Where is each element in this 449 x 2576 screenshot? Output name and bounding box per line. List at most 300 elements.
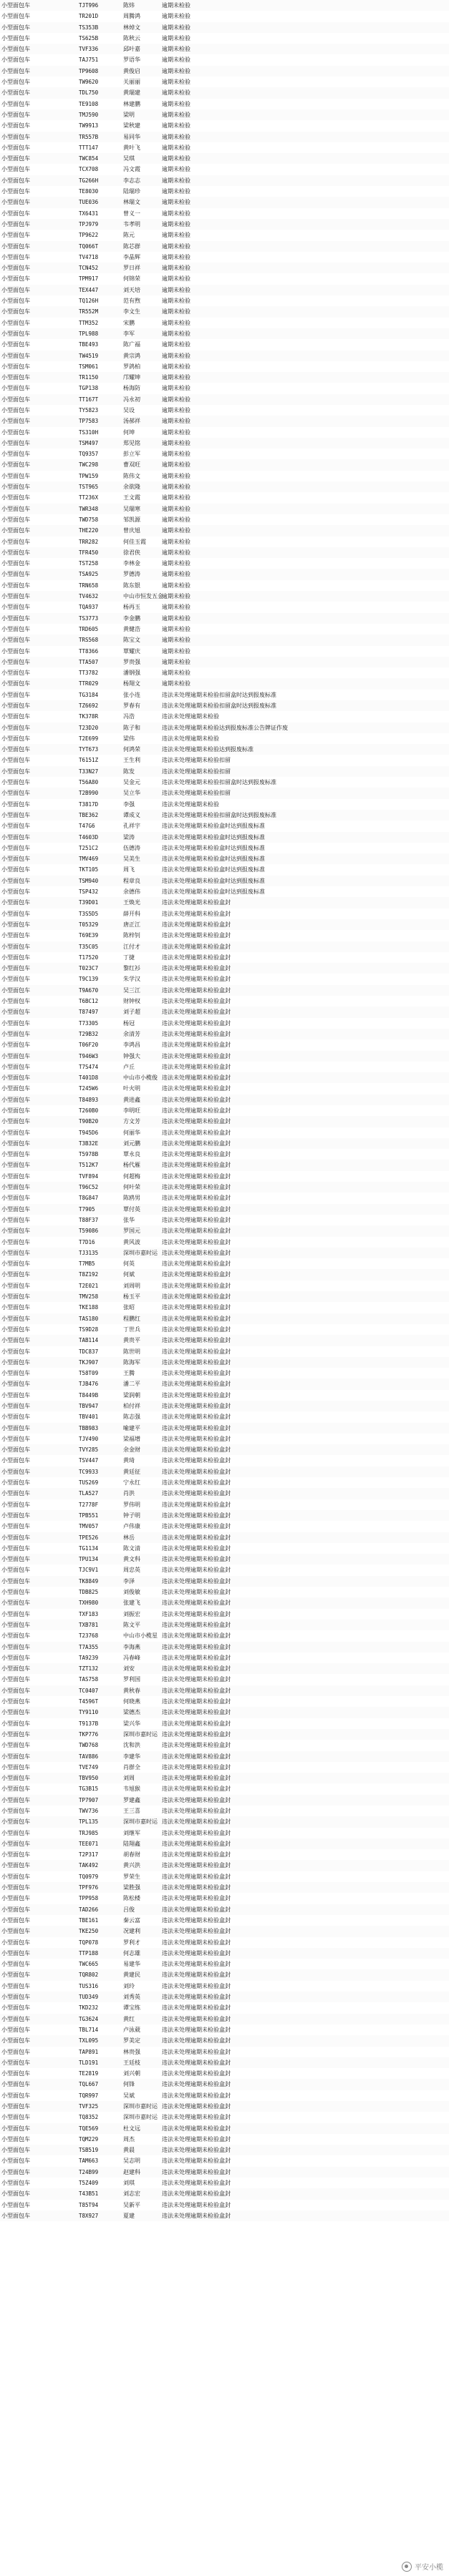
table-row [0, 514, 449, 525]
owner-cell: 吴琪 [123, 155, 135, 162]
status-cell: 违法未处理逾期未检验扣留盒时达到报废标准 [162, 811, 276, 818]
owner-cell: 曾庆旭 [123, 527, 140, 534]
table-row [0, 1937, 449, 1948]
plate-cell: TP9622 [79, 232, 99, 239]
owner-cell: 肖群全 [123, 1763, 140, 1771]
vehicle-type-cell: 小型面包车 [1, 856, 30, 863]
owner-cell: 黄俊启 [123, 67, 140, 74]
status-cell: 逾期未检验 [162, 637, 190, 644]
vehicle-type-cell: 小型面包车 [1, 122, 30, 129]
table-row [0, 2035, 449, 2046]
plate-cell: TJB476 [79, 1381, 99, 1388]
owner-cell: 曹双旺 [123, 461, 140, 469]
plate-cell: TUS316 [79, 1982, 99, 1989]
owner-cell: 宁永红 [123, 1479, 140, 1487]
owner-cell: 梁明 [123, 111, 135, 118]
vehicle-type-cell: 小型面包车 [1, 625, 30, 632]
plate-cell: T512K7 [79, 1162, 99, 1169]
status-cell: 违法未处理逾期未检验盒封 [162, 1468, 231, 1475]
vehicle-type-cell: 小型面包车 [1, 2114, 30, 2121]
vehicle-type-cell: 小型面包车 [1, 265, 30, 272]
owner-cell: 杨翔文 [123, 680, 140, 687]
vehicle-type-cell: 小型面包车 [1, 1304, 30, 1311]
owner-cell: 罗国元 [123, 1228, 140, 1235]
status-cell: 违法未处理逾期未检验盒封 [162, 1238, 231, 1245]
vehicle-type-cell: 小型面包车 [1, 713, 30, 720]
vehicle-type-cell: 小型面包车 [1, 1720, 30, 1727]
vehicle-type-cell: 小型面包车 [1, 1567, 30, 1574]
vehicle-type-cell: 小型面包车 [1, 516, 30, 523]
status-cell: 违法未处理逾期未检验盒封 [162, 1446, 231, 1454]
vehicle-type-cell: 小型面包车 [1, 363, 30, 370]
status-cell: 违法未处理逾期未检验盒封 [162, 899, 231, 906]
watermark [402, 2561, 443, 2572]
table-row [0, 1072, 449, 1083]
vehicle-type-cell: 小型面包车 [1, 2158, 30, 2165]
vehicle-type-cell: 小型面包车 [1, 604, 30, 611]
status-cell: 违法未处理逾期未检验盒封 [162, 965, 231, 972]
owner-cell: 何志雄 [123, 1949, 140, 1957]
status-cell: 违法未处理逾期未检验盒封 [162, 1916, 231, 1924]
vehicle-type-cell: 小型面包车 [1, 560, 30, 567]
status-cell: 违法未处理逾期未检验盒封 [162, 1775, 231, 1782]
plate-cell: TG3624 [79, 2015, 99, 2022]
plate-cell: T2E699 [79, 735, 99, 742]
vehicle-type-cell: 小型面包车 [1, 1348, 30, 1355]
table-row [0, 700, 449, 711]
table-row [0, 919, 449, 930]
plate-cell: TG1134 [79, 1544, 99, 1552]
vehicle-type-cell: 小型面包车 [1, 298, 30, 305]
status-cell: 逾期未检验 [162, 363, 190, 370]
status-cell: 违法未处理逾期未检验盒封 [162, 1501, 231, 1508]
owner-cell: 秦云富 [123, 1916, 140, 1924]
vehicle-type-cell: 小型面包车 [1, 899, 30, 906]
vehicle-type-cell: 小型面包车 [1, 1096, 30, 1103]
plate-cell: T7D16 [79, 1238, 95, 1245]
owner-cell: 何英 [123, 1260, 135, 1268]
owner-cell: 叶火明 [123, 1085, 140, 1092]
plate-cell: TDC837 [79, 1348, 99, 1355]
vehicle-type-cell: 小型面包车 [1, 921, 30, 928]
status-cell: 违法未处理逾期未检验盒封 [162, 1118, 231, 1125]
status-cell: 违法未处理逾期未检验盒封 [162, 2168, 231, 2175]
plate-cell: TTR029 [79, 680, 99, 687]
owner-cell: 朱学汉 [123, 976, 140, 983]
table-row [0, 328, 449, 339]
owner-cell: 邱叶嘉 [123, 46, 140, 53]
table-row [0, 1751, 449, 1762]
plate-cell: TVF894 [79, 1172, 99, 1180]
table-row [0, 77, 449, 87]
vehicle-type-cell: 小型面包车 [1, 451, 30, 458]
plate-cell: TDB825 [79, 1589, 99, 1596]
table-row [0, 2134, 449, 2145]
vehicle-type-cell: 小型面包车 [1, 680, 30, 687]
plate-cell: T9A670 [79, 986, 99, 994]
table-row [0, 1554, 449, 1564]
table-row [0, 1696, 449, 1707]
owner-cell: 刘志宏 [123, 2190, 140, 2198]
vehicle-type-cell: 小型面包车 [1, 910, 30, 917]
status-cell: 违法未处理逾期未检验盒封 [162, 1862, 231, 1869]
status-cell: 违法未处理逾期未检验盒封 [162, 1544, 231, 1552]
plate-cell: TWC298 [79, 461, 99, 469]
owner-cell: 刘琪 [123, 2180, 135, 2187]
status-cell: 违法未处理逾期未检验盒封 [162, 1457, 231, 1464]
plate-cell: T4603D [79, 833, 99, 841]
status-cell: 违法未处理逾期未检验盒封 [162, 2037, 231, 2044]
plate-cell: T7A355 [79, 1643, 99, 1650]
status-cell: 逾期未检验 [162, 57, 190, 64]
table-row [0, 1007, 449, 1017]
plate-cell: TKJ907 [79, 1358, 99, 1366]
plate-cell: TUE036 [79, 199, 99, 206]
plate-cell: TUS269 [79, 1479, 99, 1487]
owner-cell: 罗日祥 [123, 265, 140, 272]
table-row [0, 1269, 449, 1280]
vehicle-type-cell: 小型面包车 [1, 1391, 30, 1399]
status-cell: 违法未处理逾期未检验盒封 [162, 1063, 231, 1070]
table-row [0, 11, 449, 21]
table-row [0, 613, 449, 624]
owner-cell: 刘子超 [123, 1009, 140, 1016]
owner-cell: 梁伟 [123, 735, 135, 742]
table-row [0, 1160, 449, 1170]
table-row [0, 930, 449, 941]
owner-cell: 余金财 [123, 1446, 140, 1454]
table-row [0, 1838, 449, 1849]
owner-cell: 黄健浩 [123, 625, 140, 632]
plate-cell: T401D8 [79, 1074, 99, 1082]
plate-cell: TKP776 [79, 1730, 99, 1738]
plate-cell: TE8030 [79, 188, 99, 195]
owner-cell: 吴金元 [123, 779, 140, 786]
table-row [0, 537, 449, 547]
owner-cell: 刘玲 [123, 1982, 135, 1989]
table-row [0, 2155, 449, 2166]
owner-cell: 陆翔鑫 [123, 1840, 140, 1847]
table-row [0, 1171, 449, 1182]
owner-cell: 刘周 [123, 1775, 135, 1782]
plate-cell: TK378R [79, 713, 99, 720]
vehicle-type-cell: 小型面包车 [1, 1129, 30, 1136]
vehicle-type-cell: 小型面包车 [1, 2135, 30, 2142]
plate-cell: T88F37 [79, 1216, 99, 1223]
status-cell: 违法未处理逾期未检验扣留盒时达到报废标准 [162, 779, 276, 786]
table-row [0, 2112, 449, 2122]
vehicle-type-cell: 小型面包车 [1, 1414, 30, 1421]
vehicle-type-cell: 小型面包车 [1, 757, 30, 764]
plate-cell: TWR348 [79, 505, 99, 512]
table-row [0, 1225, 449, 1236]
vehicle-type-cell: 小型面包车 [1, 790, 30, 797]
plate-cell: T251C2 [79, 844, 99, 851]
vehicle-type-cell: 小型面包车 [1, 702, 30, 709]
plate-cell: TBE493 [79, 341, 99, 348]
table-row [0, 624, 449, 635]
status-cell: 逾期未检验 [162, 166, 190, 173]
owner-cell: 夏建 [123, 2212, 135, 2219]
vehicle-type-cell: 小型面包车 [1, 2168, 30, 2175]
owner-cell: 何丽华 [123, 1129, 140, 1136]
owner-cell: 李金鹏 [123, 614, 140, 622]
table-row [0, 1762, 449, 1773]
owner-cell: 程章良 [123, 877, 140, 884]
table-row [0, 1444, 449, 1455]
owner-cell: 吴三江 [123, 986, 140, 994]
vehicle-type-cell: 小型面包车 [1, 986, 30, 994]
plate-cell: TAJ751 [79, 57, 99, 64]
vehicle-type-cell: 小型面包车 [1, 1972, 30, 1979]
owner-cell: 吴斌 [123, 2092, 135, 2099]
owner-cell: 杨代雁 [123, 1162, 140, 1169]
status-cell: 违法未处理逾期未检验盒封 [162, 1610, 231, 1617]
owner-cell: 何锋 [123, 2081, 135, 2088]
plate-cell: T9137B [79, 1720, 99, 1727]
table-row [0, 1499, 449, 1510]
vehicle-type-cell: 小型面包车 [1, 24, 30, 31]
plate-cell: TBV401 [79, 1414, 99, 1421]
status-cell: 逾期未检验 [162, 625, 190, 632]
vehicle-type-cell: 小型面包车 [1, 243, 30, 250]
status-cell: 违法未处理逾期未检验盒封 [162, 1763, 231, 1771]
plate-cell: TPU134 [79, 1556, 99, 1563]
plate-cell: TPF976 [79, 1884, 99, 1891]
owner-cell: 余清芳 [123, 1030, 140, 1037]
plate-cell: TV4632 [79, 593, 99, 600]
vehicle-type-cell: 小型面包车 [1, 877, 30, 884]
table-row [0, 1948, 449, 1959]
plate-cell: TP9608 [79, 67, 99, 74]
owner-cell: 陈炜 [123, 2, 135, 9]
vehicle-type-cell: 小型面包车 [1, 768, 30, 775]
table-row [0, 2200, 449, 2210]
owner-cell: 梁秋建 [123, 122, 140, 129]
status-cell: 违法未处理逾期未检验盒封 [162, 954, 231, 961]
plate-cell: TBE161 [79, 1916, 99, 1924]
owner-cell: 罗德涛 [123, 571, 140, 578]
plate-cell: TR557B [79, 133, 99, 140]
vehicle-type-cell: 小型面包车 [1, 1961, 30, 1968]
owner-cell: 周飞 [123, 866, 135, 873]
status-cell: 违法未处理逾期未检验达到报废标准公告牌证作废 [162, 724, 288, 731]
plate-cell: T5978B [79, 1151, 99, 1158]
vehicle-type-cell: 小型面包车 [1, 1490, 30, 1497]
owner-cell: 周忠英 [123, 1567, 140, 1574]
status-cell: 违法未处理逾期未检验盒封 [162, 2103, 231, 2110]
plate-cell: T8449B [79, 1391, 99, 1399]
owner-cell: 陈伟文 [123, 472, 140, 479]
status-cell: 逾期未检验 [162, 396, 190, 403]
plate-cell: TG266H [79, 177, 99, 184]
table-row [0, 438, 449, 449]
vehicle-type-cell: 小型面包车 [1, 1107, 30, 1114]
plate-cell: TST258 [79, 560, 99, 567]
vehicle-type-cell: 小型面包车 [1, 1632, 30, 1640]
status-cell: 违法未处理逾期未检验盒封 [162, 1676, 231, 1683]
plate-cell: TWC665 [79, 1961, 99, 1968]
plate-cell: TXL095 [79, 2037, 99, 2044]
owner-cell: 况建利 [123, 1928, 140, 1935]
table-row [0, 547, 449, 558]
status-cell: 违法未处理逾期未检验盒封 [162, 1403, 231, 1409]
status-cell: 违法未处理逾期未检验扣留 [162, 768, 231, 775]
table-row [0, 1411, 449, 1422]
plate-cell: TRN658 [79, 582, 99, 589]
plate-cell: TV4718 [79, 253, 99, 260]
table-row [0, 351, 449, 361]
owner-cell: 丁捷 [123, 954, 135, 961]
plate-cell: TRJ985 [79, 1829, 99, 1836]
owner-cell: 何锦荣 [123, 275, 140, 283]
table-row [0, 1313, 449, 1324]
vehicle-type-cell: 小型面包车 [1, 1523, 30, 1530]
table-row [0, 1532, 449, 1543]
plate-cell: TQ8352 [79, 2114, 99, 2121]
vehicle-type-cell: 小型面包车 [1, 1074, 30, 1082]
table-row [0, 492, 449, 503]
vehicle-type-cell: 小型面包车 [1, 13, 30, 20]
table-row [0, 1116, 449, 1127]
owner-cell: 何叶荣 [123, 1184, 140, 1191]
owner-cell: 陈秋云 [123, 34, 140, 41]
plate-cell: TQE569 [79, 2125, 99, 2132]
table-row [0, 1674, 449, 1685]
plate-cell: TWD768 [79, 1742, 99, 1749]
table-row [0, 1423, 449, 1434]
status-cell: 违法未处理逾期未检验盒封 [162, 986, 231, 994]
status-cell: 违法未处理逾期未检验盒封 [162, 1939, 231, 1946]
owner-cell: 张华 [123, 1216, 135, 1223]
table-row [0, 1806, 449, 1816]
vehicle-type-cell: 小型面包车 [1, 1151, 30, 1158]
table-row [0, 569, 449, 579]
vehicle-type-cell: 小型面包车 [1, 199, 30, 206]
vehicle-type-cell: 小型面包车 [1, 2212, 30, 2219]
wechat-icon [402, 2562, 412, 2572]
table-row [0, 646, 449, 657]
vehicle-type-cell: 小型面包车 [1, 779, 30, 786]
owner-cell: 李海燕 [123, 1643, 140, 1650]
table-row [0, 788, 449, 798]
status-cell: 逾期未检验 [162, 308, 190, 315]
owner-cell: 江付才 [123, 943, 140, 950]
status-cell: 违法未处理逾期未检验 [162, 800, 219, 808]
status-cell: 违法未处理逾期未检验盒封 [162, 1895, 231, 1902]
vehicle-type-cell: 小型面包车 [1, 2048, 30, 2055]
plate-cell: T946W3 [79, 1052, 99, 1059]
table-row [0, 864, 449, 875]
table-row [0, 33, 449, 44]
table-row [0, 1324, 449, 1335]
status-cell: 逾期未检验 [162, 516, 190, 523]
vehicle-type-cell: 小型面包车 [1, 1184, 30, 1191]
vehicle-type-cell: 小型面包车 [1, 484, 30, 491]
table-row [0, 66, 449, 77]
vehicle-type-cell: 小型面包车 [1, 1009, 30, 1016]
table-row [0, 2014, 449, 2024]
status-cell: 违法未处理逾期未检验盒封 [162, 1654, 231, 1661]
vehicle-type-cell: 小型面包车 [1, 308, 30, 315]
table-row [0, 2167, 449, 2178]
status-cell: 逾期未检验 [162, 549, 190, 556]
table-row [0, 481, 449, 492]
status-cell: 逾期未检验 [162, 177, 190, 184]
owner-cell: 胡春财 [123, 1851, 140, 1858]
owner-cell: 陈发 [123, 768, 135, 775]
owner-cell: 谭宝练 [123, 2004, 140, 2012]
status-cell: 逾期未检验 [162, 220, 190, 227]
owner-cell: 李军 [123, 330, 135, 337]
table-row [0, 1871, 449, 1882]
vehicle-type-cell: 小型面包车 [1, 571, 30, 578]
vehicle-type-cell: 小型面包车 [1, 89, 30, 97]
table-row [0, 0, 449, 11]
status-cell: 逾期未检验 [162, 571, 190, 578]
table-row [0, 1477, 449, 1488]
owner-cell: 薛开科 [123, 910, 140, 917]
plate-cell: TJV490 [79, 1435, 99, 1442]
status-cell: 违法未处理逾期未检验盒封 [162, 1807, 231, 1814]
owner-cell: 杜文远 [123, 2125, 140, 2132]
owner-cell: 曾义一 [123, 210, 140, 217]
owner-cell: 陈芯群 [123, 243, 140, 250]
owner-cell: 李林金 [123, 560, 140, 567]
status-cell: 逾期未检验 [162, 67, 190, 74]
owner-cell: 刘元鹏 [123, 1140, 140, 1147]
table-row [0, 87, 449, 98]
owner-cell: 宋鹏 [123, 319, 135, 326]
status-cell: 违法未处理逾期未检验盒封 [162, 910, 231, 917]
plate-cell: TTA507 [79, 658, 99, 665]
plate-cell: T24B99 [79, 2168, 99, 2175]
table-row [0, 2057, 449, 2068]
status-cell: 违法未处理逾期未检验盒封 [162, 1391, 231, 1399]
table-row [0, 1926, 449, 1936]
vehicle-type-cell: 小型面包车 [1, 833, 30, 841]
owner-cell: 陈文清 [123, 1544, 140, 1552]
owner-cell: 刘俊敏 [123, 1589, 140, 1596]
vehicle-type-cell: 小型面包车 [1, 275, 30, 283]
owner-cell: 吴立华 [123, 790, 140, 797]
plate-cell: TQ126H [79, 298, 99, 305]
plate-cell: TS9D28 [79, 1326, 99, 1333]
plate-cell: TBL714 [79, 2026, 99, 2033]
vehicle-type-cell: 小型面包车 [1, 1982, 30, 1989]
table-row [0, 1062, 449, 1072]
owner-cell: 徐君侠 [123, 549, 140, 556]
table-row [0, 635, 449, 645]
status-cell: 违法未处理逾期未检验盒封 [162, 1085, 231, 1092]
owner-cell: 何佳玉霞 [123, 538, 146, 545]
table-row [0, 690, 449, 700]
status-cell: 违法未处理逾期未检验达到报废标准 [162, 746, 254, 753]
vehicle-type-cell: 小型面包车 [1, 1534, 30, 1541]
table-row [0, 1543, 449, 1554]
status-cell: 违法未处理逾期未检验盒封 [162, 1589, 231, 1596]
table-row [0, 2101, 449, 2112]
status-cell: 逾期未检验 [162, 199, 190, 206]
plate-cell: TQ0979 [79, 1873, 99, 1880]
status-cell: 逾期未检验 [162, 100, 190, 107]
owner-cell: 陆瑞珍 [123, 188, 140, 195]
status-cell: 违法未处理逾期未检验盒封 [162, 1840, 231, 1847]
status-cell: 违法未处理逾期未检验盒封 [162, 1184, 231, 1191]
owner-cell: 周腾鸿 [123, 13, 140, 20]
owner-cell: 伍德涛 [123, 844, 140, 851]
vehicle-type-cell: 小型面包车 [1, 1195, 30, 1202]
